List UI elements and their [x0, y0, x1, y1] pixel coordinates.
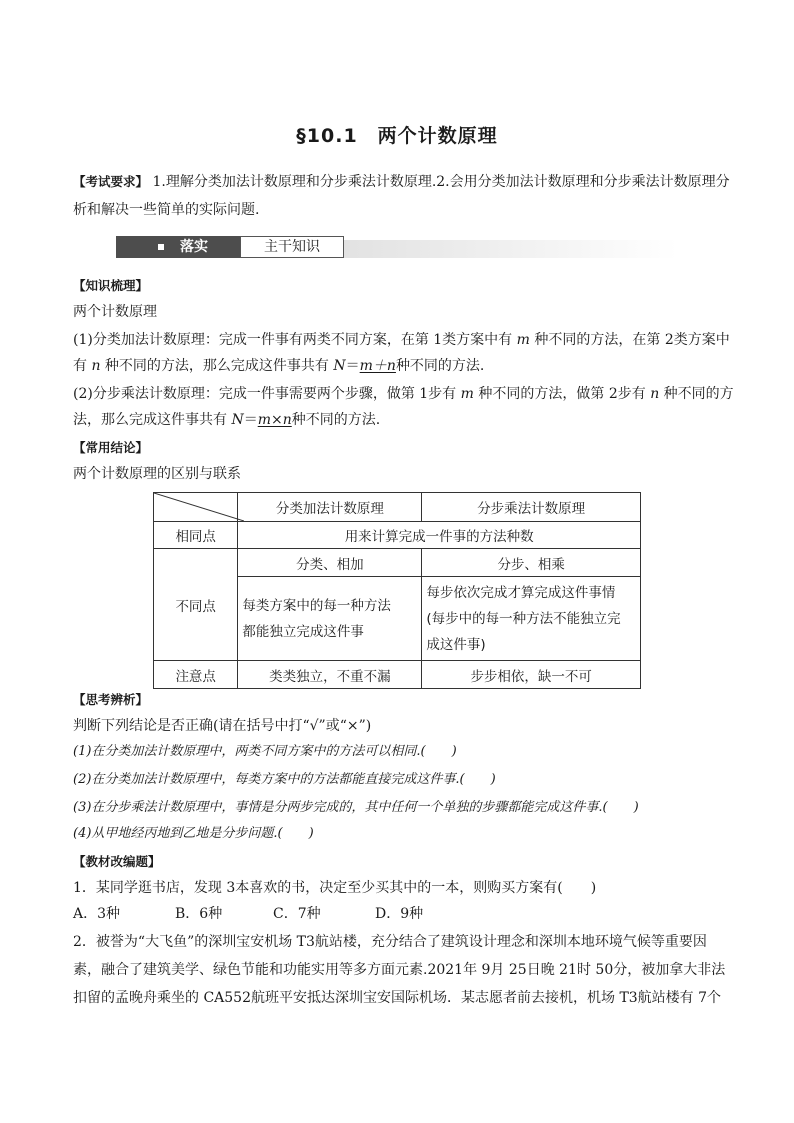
- text-span: 有: [73, 358, 92, 374]
- note-addition: 类类独立，不重不漏: [238, 661, 422, 689]
- page-title: §10.1 两个计数原理: [296, 125, 498, 147]
- textbook-tag: 【教材改编题】: [73, 854, 161, 869]
- option-d: D．9种: [375, 906, 424, 922]
- exam-requirement-line1: [73, 172, 730, 192]
- answer-blank: m＋n: [359, 358, 396, 374]
- exam-requirement-tag: 【考试要求】: [73, 174, 149, 189]
- cell-line: 都能独立完成这件事: [242, 623, 364, 640]
- row-label-note: 注意点: [154, 661, 238, 689]
- text-span: 种不同的方法.: [395, 358, 485, 374]
- thinking-tag: 【思考辨析】: [73, 692, 149, 707]
- addition-principle-line1: [73, 330, 730, 350]
- cell-line: 每步依次完成才算完成这件事情: [426, 584, 616, 601]
- diff-sub-addition: 分类、相加: [238, 549, 422, 577]
- cell-line: (每步中的每一种方法不能独立完: [426, 610, 621, 627]
- col-header-addition: 分类加法计数原理: [238, 493, 422, 522]
- same-value: 用来计算完成一件事的方法种数: [238, 522, 641, 549]
- conclusion-heading: 两个计数原理的区别与联系: [73, 466, 241, 482]
- diff-sub-multiplication: 分步、相乘: [422, 549, 641, 577]
- diagonal-line: [154, 493, 244, 521]
- cell-line: 成这件事): [426, 636, 486, 653]
- thinking-item-3: (3)在分步乘法计数原理中，事情是分两步完成的，其中任何一个单独的步骤都能完成这件事.( ): [73, 800, 639, 815]
- equals-sign: ＝: [243, 412, 258, 428]
- answer-blank: m×n: [257, 412, 292, 428]
- equals-sign: ＝: [345, 358, 360, 374]
- question-2-line3: 扣留的孟晚舟乘坐的 CA552航班平安抵达深圳宝安国际机场．某志愿者前去接机，机场 T3航站楼有 7个: [73, 990, 722, 1006]
- comparison-table: [153, 492, 641, 689]
- exam-requirement-line2: 析和解决一些简单的实际问题.: [73, 202, 260, 218]
- table-corner-cell: [154, 493, 238, 522]
- knowledge-tag: 【知识梳理】: [73, 278, 149, 293]
- knowledge-heading: 两个计数原理: [73, 304, 157, 320]
- thinking-item-1: (1)在分类加法计数原理中，两类不同方案中的方法可以相同.( ): [73, 744, 457, 759]
- banner-dark-block: [116, 236, 240, 258]
- var-N: N: [333, 358, 346, 374]
- question-2-line1: 2．被誉为“大飞鱼”的深圳宝安机场 T3航站楼，充分结合了建筑设计理念和深圳本地环境气候等重要因: [73, 934, 707, 950]
- col-header-multiplication: 分步乘法计数原理: [422, 493, 641, 522]
- var-m: m: [516, 332, 530, 348]
- row-label-diff: 不同点: [154, 549, 238, 661]
- text-span: 种不同的方法.: [291, 412, 381, 428]
- option-a: A．3种: [73, 906, 121, 922]
- thinking-intro: 判断下列结论是否正确(请在括号中打“√”或“×”): [73, 718, 372, 734]
- note-multiplication: 步步相依，缺一不可: [422, 661, 641, 689]
- banner-dark-label: 落实: [180, 239, 208, 255]
- cell-line: 每类方案中的每一种方法: [242, 597, 391, 614]
- option-b: B．6种: [175, 906, 223, 922]
- text-span: 种不同的方法，那么完成这件事共有: [100, 358, 334, 374]
- text-span: 种不同的方法，在第 2类方案中: [529, 332, 730, 348]
- row-label-same: 相同点: [154, 522, 238, 549]
- text-span: 法，那么完成这件事共有: [73, 412, 232, 428]
- section-banner: [116, 236, 678, 258]
- multiplication-principle-line2: [73, 410, 725, 430]
- option-c: C．7种: [273, 906, 321, 922]
- text-span: 种不同的方: [659, 386, 734, 402]
- text-span: 种不同的方法，做第 2步有: [473, 386, 651, 402]
- diff-desc-addition: [238, 577, 422, 661]
- var-n: n: [91, 358, 101, 374]
- text-span: (2)分步乘法计数原理：完成一件事需要两个步骤，做第 1步有: [73, 386, 461, 402]
- var-n: n: [650, 386, 660, 402]
- addition-principle-line2: [73, 356, 725, 376]
- multiplication-principle-line1: [73, 384, 734, 404]
- thinking-item-2: (2)在分类加法计数原理中，每类方案中的方法都能直接完成这件事.( ): [73, 772, 496, 787]
- text-span: (1)分类加法计数原理：完成一件事有两类不同方案，在第 1类方案中有: [73, 332, 517, 348]
- exam-requirement-text1: 1.理解分类加法计数原理和分步乘法计数原理.2.会用分类加法计数原理和分步乘法计数原理分: [152, 174, 730, 190]
- question-1: 1．某同学逛书店，发现 3本喜欢的书，决定至少买其中的一本，则购买方案有( ): [73, 880, 597, 896]
- thinking-item-4: (4)从甲地经丙地到乙地是分步问题.( ): [73, 826, 314, 841]
- conclusion-tag: 【常用结论】: [73, 440, 149, 455]
- var-m: m: [460, 386, 474, 402]
- banner-light-label: 主干知识: [240, 236, 344, 258]
- var-N: N: [231, 412, 244, 428]
- diff-desc-multiplication: [422, 577, 641, 661]
- bullet-square-icon: [158, 244, 164, 250]
- question-2-line2: 素，融合了建筑美学、绿色节能和功能实用等多方面元素.2021年 9月 25日晚 21时 50分，被加拿大非法: [73, 962, 726, 978]
